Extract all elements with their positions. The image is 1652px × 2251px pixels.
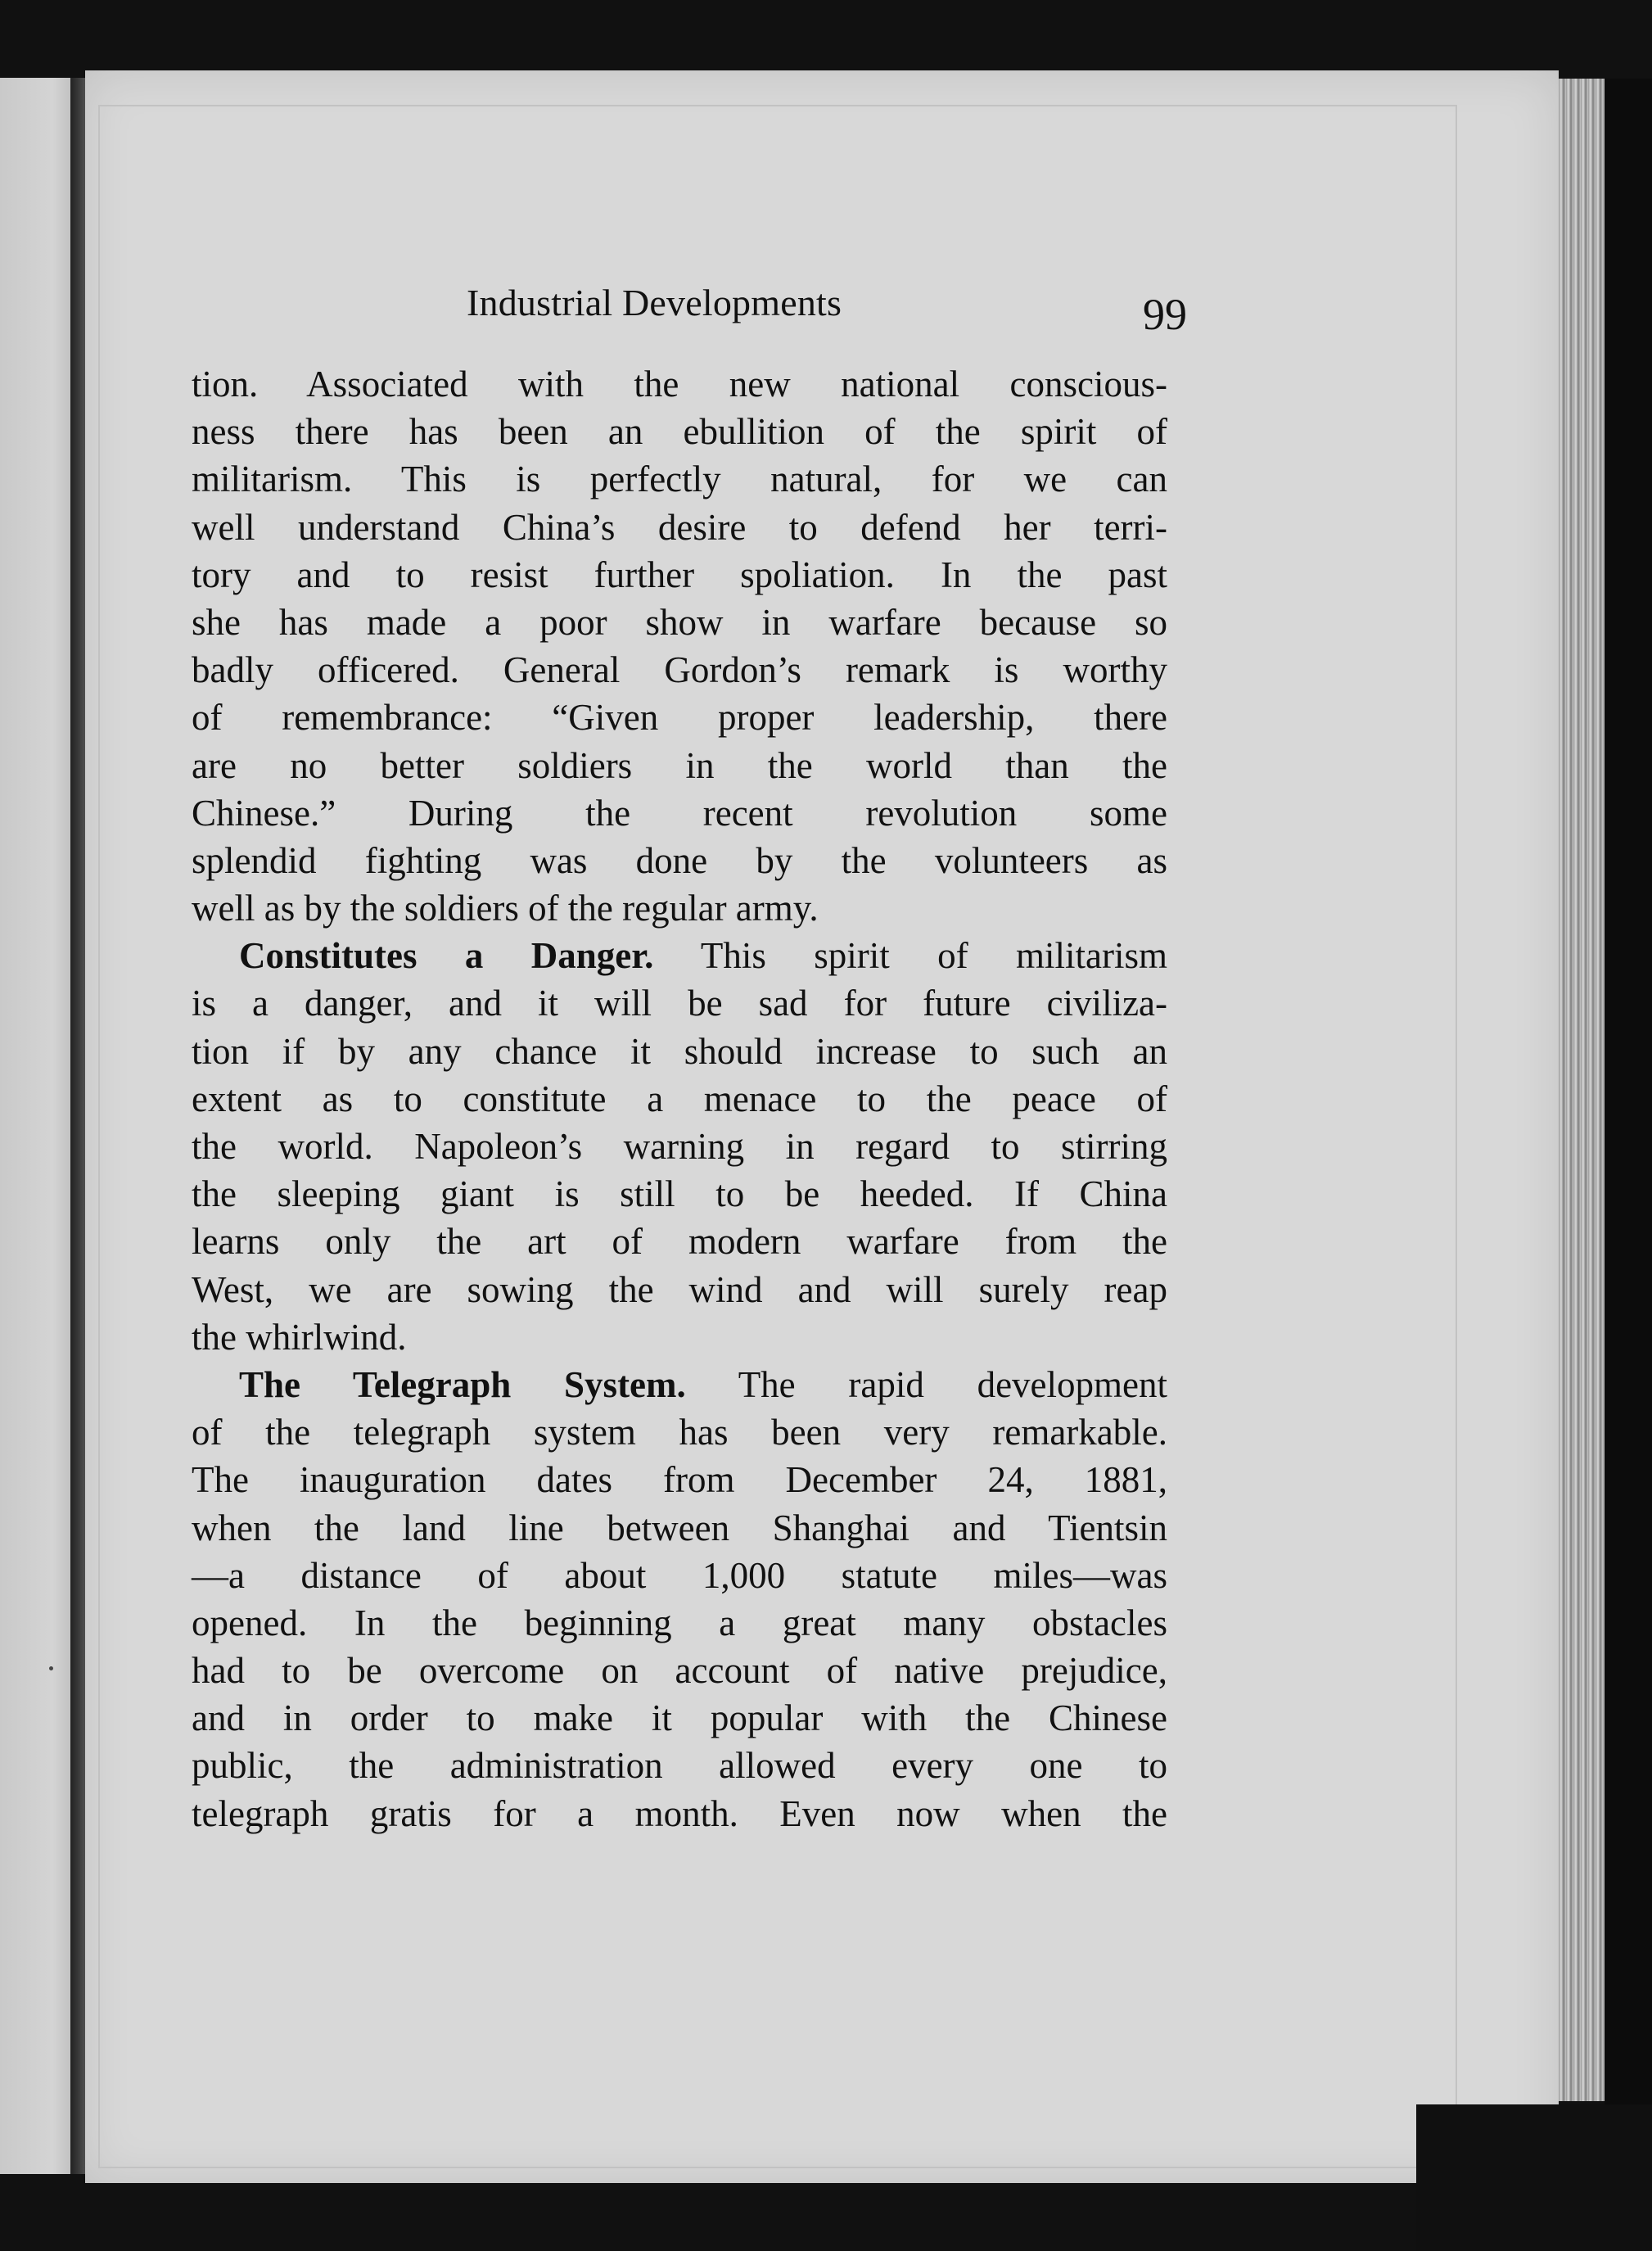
text-line: opened. In the beginning a great many obstacles — [192, 1602, 1167, 1643]
book-gutter — [70, 78, 87, 2174]
text-line: of remembrance: “Given proper leadership, there — [192, 697, 1167, 739]
text-line: well as by the soldiers of the regular army. — [192, 888, 819, 929]
text-line: is a danger, and it will be sad for future civiliza- — [192, 983, 1167, 1024]
paragraph-constitutes-danger — [192, 932, 1167, 1361]
text-line: The inauguration dates from December 24, 1881, — [192, 1459, 1167, 1501]
text-line-content: The rapid development — [738, 1363, 1167, 1405]
text-line: badly officered. General Gordon’s remark is worthy — [192, 649, 1167, 691]
text-line: splendid fighting was done by the volunteers as — [192, 839, 1167, 881]
text-line: when the land line between Shanghai and Tientsin — [192, 1507, 1167, 1548]
text-line: West, we are sowing the wind and will surely reap — [192, 1268, 1167, 1310]
text-line: militarism. This is perfectly natural, for we can — [192, 459, 1167, 500]
page-number: 99 — [1143, 290, 1187, 339]
text-line: tory and to resist further spoliation. In the past — [192, 554, 1167, 595]
text-line: learns only the art of modern warfare from the — [192, 1221, 1167, 1263]
text-line — [192, 932, 1167, 979]
text-line-content: This spirit of militarism — [700, 935, 1167, 977]
bottom-shadow — [1416, 2104, 1652, 2251]
section-heading: The Telegraph System. — [239, 1363, 686, 1405]
paragraph-telegraph-system — [192, 1361, 1167, 1837]
text-line — [192, 1361, 1167, 1408]
text-line: public, the administration allowed every one to — [192, 1745, 1167, 1787]
text-line: the sleeping giant is still to be heeded. If China — [192, 1173, 1167, 1215]
body-text — [192, 360, 1167, 1837]
text-line: telegraph gratis for a month. Even now when the — [192, 1792, 1167, 1834]
text-line: had to be overcome on account of native prejudice, — [192, 1650, 1167, 1692]
text-line: —a distance of about 1,000 statute miles—was — [192, 1554, 1167, 1596]
page-header — [188, 274, 1187, 339]
left-page-edge — [0, 78, 75, 2174]
running-head: Industrial Developments — [467, 282, 842, 323]
text-line: the whirlwind. — [192, 1316, 407, 1358]
text-line: Chinese.” During the recent revolution some — [192, 792, 1167, 834]
text-line: well understand China’s desire to defend her terri- — [192, 506, 1167, 548]
page-stack-edge — [1559, 79, 1608, 2101]
scan-speck — [49, 1666, 53, 1670]
text-line: extent as to constitute a menace to the peace of — [192, 1078, 1167, 1119]
text-line: she has made a poor show in warfare because so — [192, 601, 1167, 643]
text-line: ness there has been an ebullition of the spirit of — [192, 411, 1167, 453]
text-line: the world. Napoleon’s warning in regard to stirring — [192, 1126, 1167, 1167]
text-line: tion. Associated with the new national conscious- — [192, 364, 1167, 405]
paragraph-militarism — [192, 360, 1167, 932]
text-line: and in order to make it popular with the Chinese — [192, 1697, 1167, 1739]
text-line: are no better soldiers in the world than the — [192, 744, 1167, 786]
text-line: tion if by any chance it should increase to such an — [192, 1030, 1167, 1072]
right-shadow — [1605, 79, 1652, 2175]
section-heading: Constitutes a Danger. — [239, 935, 654, 977]
text-line: of the telegraph system has been very remarkable. — [192, 1412, 1167, 1453]
